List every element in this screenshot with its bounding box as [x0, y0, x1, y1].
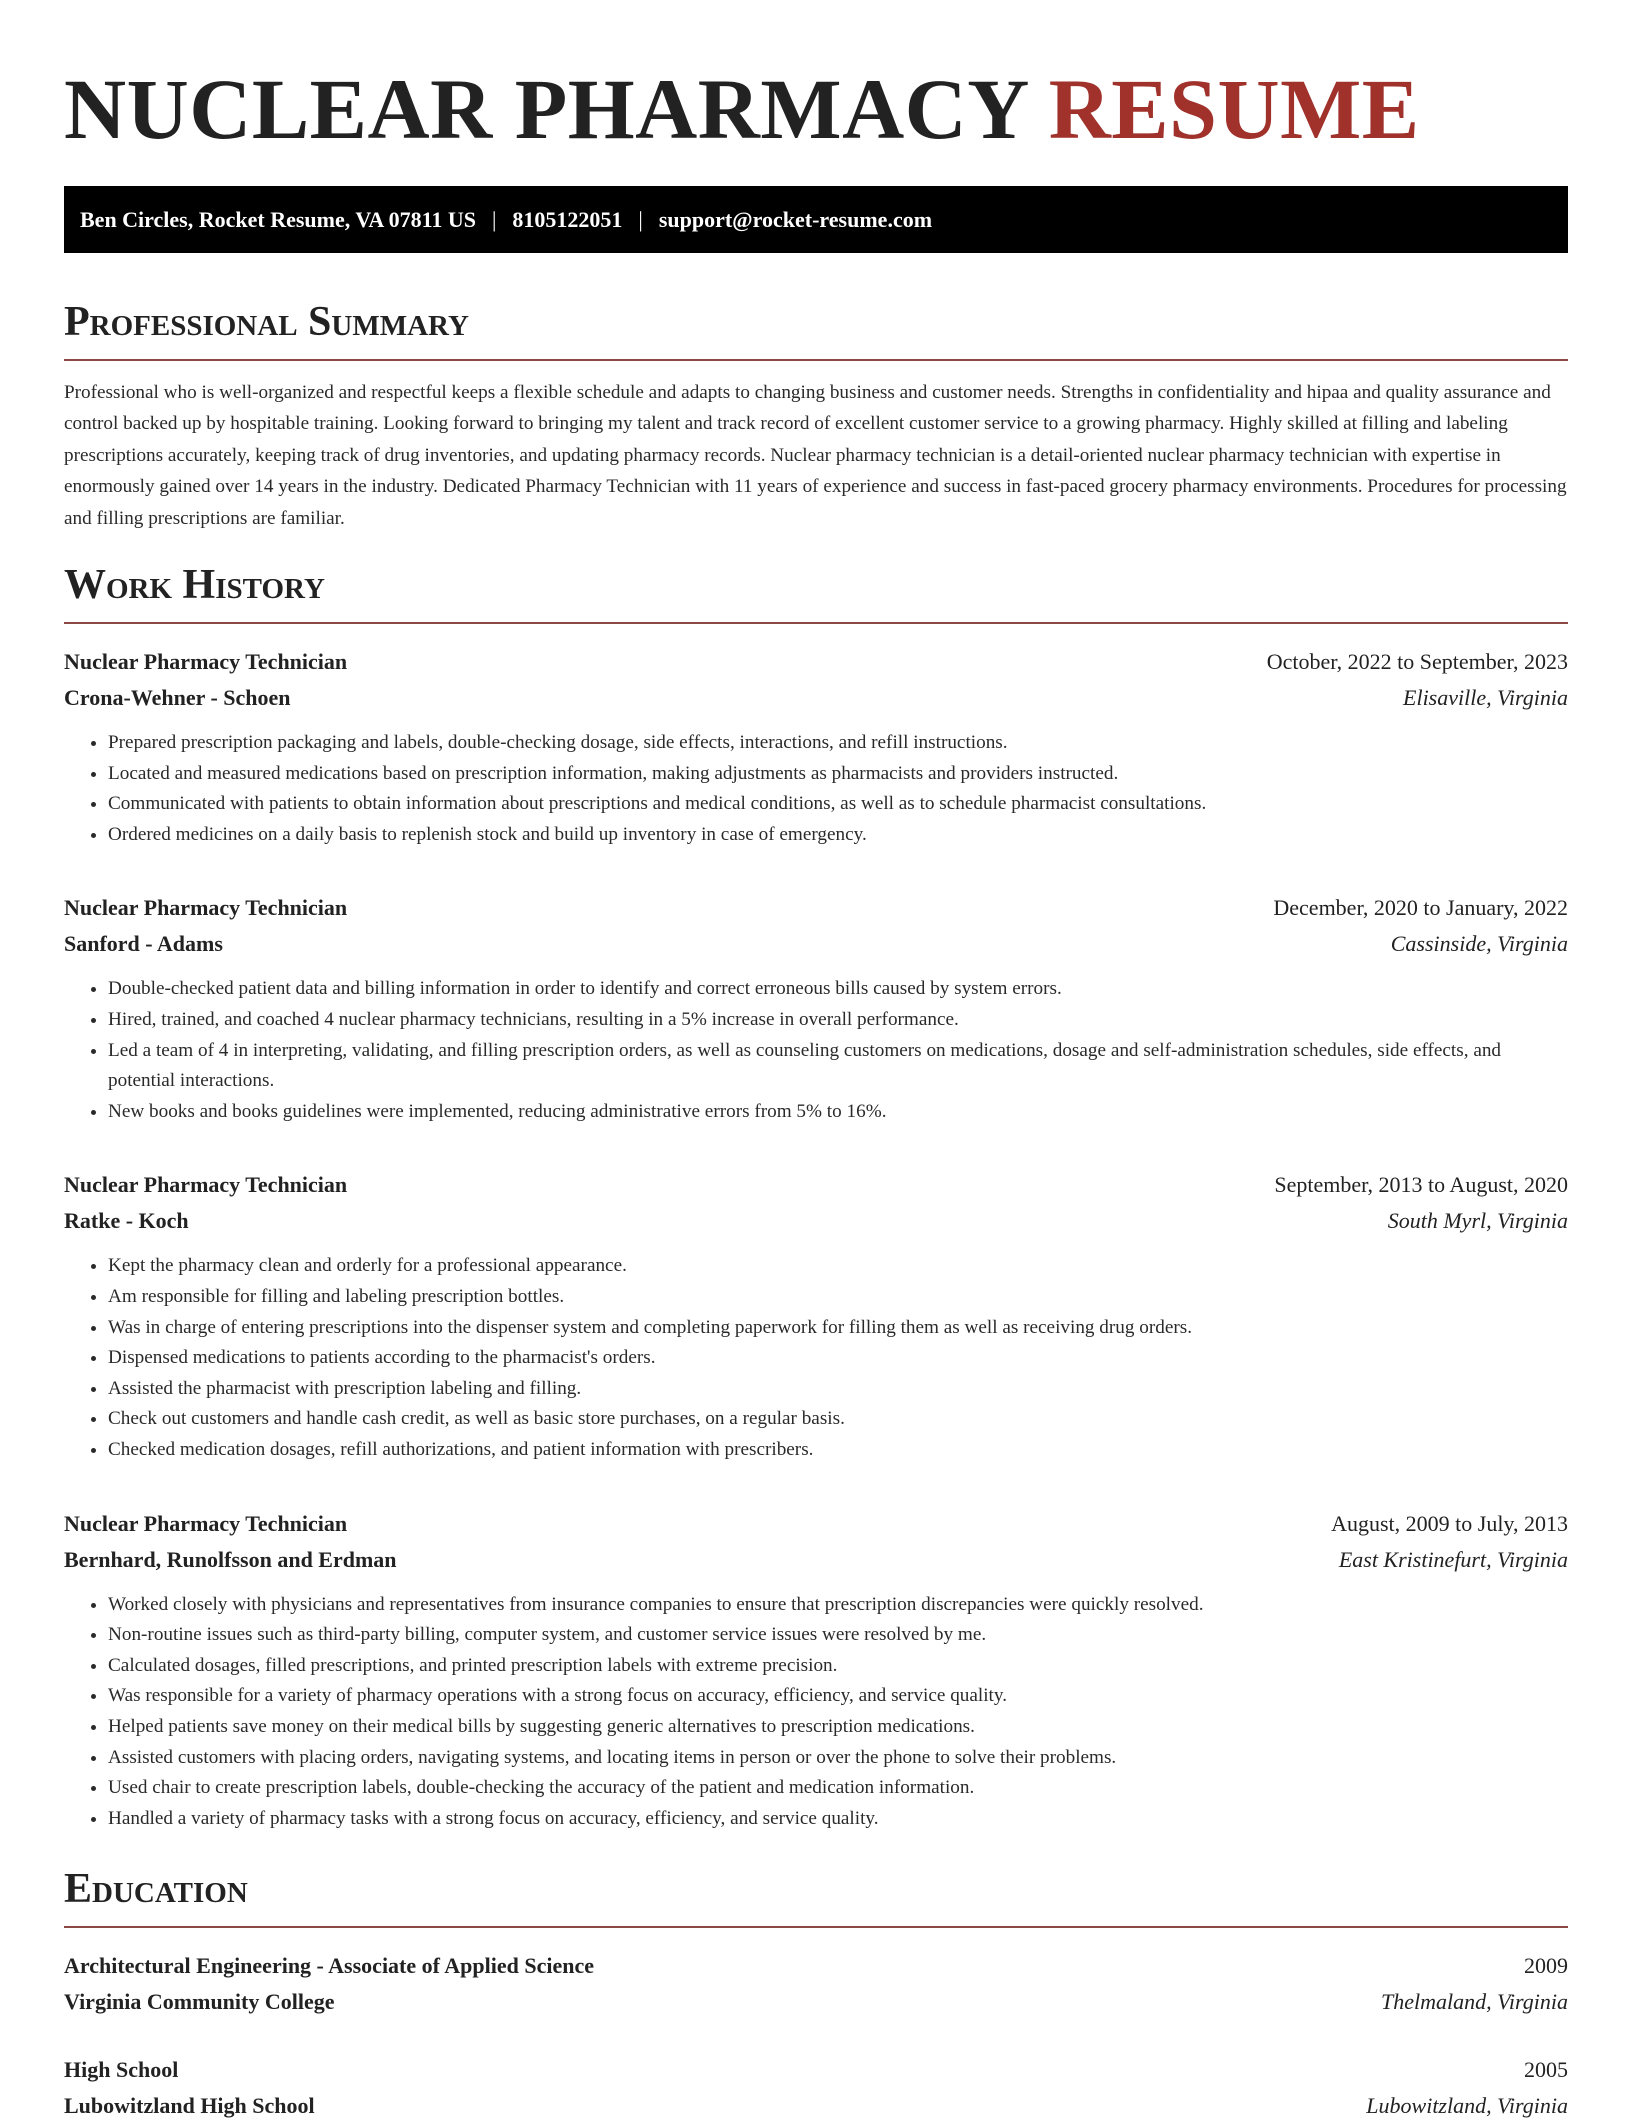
education-year: 2009 [1524, 1953, 1568, 1979]
job-bullets [64, 974, 1568, 1127]
education-location: Lubowitzland, Virginia [1366, 2093, 1568, 2119]
education-location: Thelmaland, Virginia [1381, 1989, 1568, 2015]
job-entry [64, 1506, 1568, 1835]
education-list [64, 1948, 1568, 2124]
education-entry [64, 2052, 1568, 2124]
job-bullet: • Handled a variety of pharmacy tasks with a strong focus on accuracy, efficiency, and service quality. [108, 1804, 1568, 1835]
job-bullet: • Assisted customers with placing orders, navigating systems, and locating items in person or over the phone to solve their problems. [108, 1743, 1568, 1774]
job-title: Nuclear Pharmacy Technician [64, 1510, 348, 1536]
education-school-row [64, 2088, 1568, 2124]
job-bullet: • Was responsible for a variety of pharmacy operations with a strong focus on accuracy, efficiency, and service quality. [108, 1681, 1568, 1712]
job-bullet: • Communicated with patients to obtain information about prescriptions and medical conditions, as well as to schedule pharmacist consultations. [108, 789, 1568, 820]
job-bullet: • Am responsible for filling and labeling prescription bottles. [108, 1282, 1568, 1313]
job-bullet: • Non-routine issues such as third-party billing, computer system, and customer service issues were resolved by me. [108, 1620, 1568, 1651]
job-location: Elisaville, Virginia [1403, 685, 1568, 711]
education-school-row [64, 1984, 1568, 2020]
job-bullet: • Worked closely with physicians and representatives from insurance companies to ensure that prescription discrepancies were quickly resolved. [108, 1590, 1568, 1621]
job-location: Cassinside, Virginia [1390, 931, 1568, 957]
job-bullet: • Hired, trained, and coached 4 nuclear pharmacy technicians, resulting in a 5% increase in overall performance. [108, 1005, 1568, 1036]
job-dates: October, 2022 to September, 2023 [1266, 649, 1568, 675]
job-title: Nuclear Pharmacy Technician [64, 1172, 348, 1198]
education-degree: High School [64, 2057, 179, 2083]
job-company: Sanford - Adams [64, 931, 223, 957]
job-list [64, 644, 1568, 1834]
education-degree-row [64, 1948, 1568, 1984]
job-company-row [64, 1542, 1568, 1578]
job-header-row [64, 1506, 1568, 1542]
section-heading: Work History [64, 564, 1568, 624]
work-history-section [64, 564, 1568, 1834]
education-degree: Architectural Engineering - Associate of Applied Science [64, 1953, 594, 1979]
education-entry [64, 1948, 1568, 2020]
job-bullet: • Helped patients save money on their medical bills by suggesting generic alternatives to prescription medications. [108, 1712, 1568, 1743]
job-bullet: • Check out customers and handle cash credit, as well as basic store purchases, on a regular basis. [108, 1404, 1568, 1435]
education-section [64, 1868, 1568, 2124]
contact-separator: | [638, 206, 643, 232]
section-heading: Professional Summary [64, 301, 1568, 361]
job-header-row [64, 644, 1568, 680]
section-heading: Education [64, 1868, 1568, 1928]
resume-page [64, 50, 1568, 2124]
education-school: Virginia Community College [64, 1989, 335, 2015]
job-entry [64, 890, 1568, 1127]
contact-separator: | [492, 206, 497, 232]
job-bullet: • Calculated dosages, filled prescriptions, and printed prescription labels with extreme precision. [108, 1651, 1568, 1682]
job-entry [64, 644, 1568, 850]
job-bullet: • Kept the pharmacy clean and orderly for a professional appearance. [108, 1251, 1568, 1282]
job-bullet: • Dispensed medications to patients according to the pharmacist's orders. [108, 1343, 1568, 1374]
education-school: Lubowitzland High School [64, 2093, 315, 2119]
contact-phone: 8105122051 [512, 206, 623, 232]
contact-address: Ben Circles, Rocket Resume, VA 07811 US [80, 206, 476, 232]
job-company: Ratke - Koch [64, 1208, 189, 1234]
job-bullet: • Was in charge of entering prescriptions into the dispenser system and completing paperwork for filling them as well as receiving drug orders. [108, 1313, 1568, 1344]
resume-title [64, 61, 1568, 157]
job-bullet: • Located and measured medications based on prescription information, making adjustments as pharmacists and providers instructed. [108, 759, 1568, 790]
job-bullet: • Prepared prescription packaging and labels, double-checking dosage, side effects, interactions, and refill instructions. [108, 728, 1568, 759]
job-company: Crona-Wehner - Schoen [64, 685, 291, 711]
job-dates: December, 2020 to January, 2022 [1273, 895, 1568, 921]
job-company: Bernhard, Runolfsson and Erdman [64, 1546, 397, 1572]
job-header-row [64, 890, 1568, 926]
job-dates: September, 2013 to August, 2020 [1274, 1172, 1568, 1198]
job-bullet: • Led a team of 4 in interpreting, validating, and filling prescription orders, as well as counseling customers on medications, dosage and self-administration schedules, side effects, and potential interactions. [108, 1036, 1568, 1097]
job-title: Nuclear Pharmacy Technician [64, 649, 348, 675]
job-company-row [64, 680, 1568, 716]
job-bullets [64, 728, 1568, 850]
job-bullet: • New books and books guidelines were implemented, reducing administrative errors from 5% to 16%. [108, 1097, 1568, 1128]
job-bullet: • Assisted the pharmacist with prescription labeling and filling. [108, 1374, 1568, 1405]
contact-bar [64, 186, 1568, 253]
job-bullet: • Checked medication dosages, refill authorizations, and patient information with prescribers. [108, 1435, 1568, 1466]
contact-email: support@rocket-resume.com [658, 206, 933, 232]
job-entry [64, 1167, 1568, 1465]
job-title: Nuclear Pharmacy Technician [64, 895, 348, 921]
job-bullets [64, 1590, 1568, 1835]
title-accent: RESUME [1048, 61, 1420, 157]
job-bullet: • Double-checked patient data and billing information in order to identify and correct erroneous bills caused by system errors. [108, 974, 1568, 1005]
title-main: NUCLEAR PHARMACY [64, 61, 1027, 157]
job-bullet: • Used chair to create prescription labels, double-checking the accuracy of the patient and medication information. [108, 1773, 1568, 1804]
job-company-row [64, 926, 1568, 962]
education-year: 2005 [1524, 2057, 1568, 2083]
job-bullet: • Ordered medicines on a daily basis to replenish stock and build up inventory in case of emergency. [108, 820, 1568, 851]
job-header-row [64, 1167, 1568, 1203]
education-degree-row [64, 2052, 1568, 2088]
job-company-row [64, 1203, 1568, 1239]
job-bullets [64, 1251, 1568, 1465]
summary-text: Professional who is well-organized and respectful keeps a flexible schedule and adapts to changing business and customer needs. Strengths in confidentiality and hipaa and quality assurance and control backed up by hospitable training. Looking forward to bringing my talent and track record of excellent customer service to a growing pharmacy. Highly skilled at filling and labeling prescriptions accurately, keeping track of drug inventories, and updating pharmacy records. Nuclear pharmacy technician is a detail-oriented nuclear pharmacy technician with expertise in enormously gained over 14 years in the industry. Dedicated Pharmacy Technician with 11 years of experience and success in fast-paced grocery pharmacy environments. Procedures for processing and filling prescriptions are familiar. [64, 382, 1567, 529]
job-location: East Kristinefurt, Virginia [1338, 1546, 1568, 1572]
job-dates: August, 2009 to July, 2013 [1331, 1510, 1568, 1536]
job-location: South Myrl, Virginia [1387, 1208, 1568, 1234]
professional-summary-section [64, 301, 1568, 534]
